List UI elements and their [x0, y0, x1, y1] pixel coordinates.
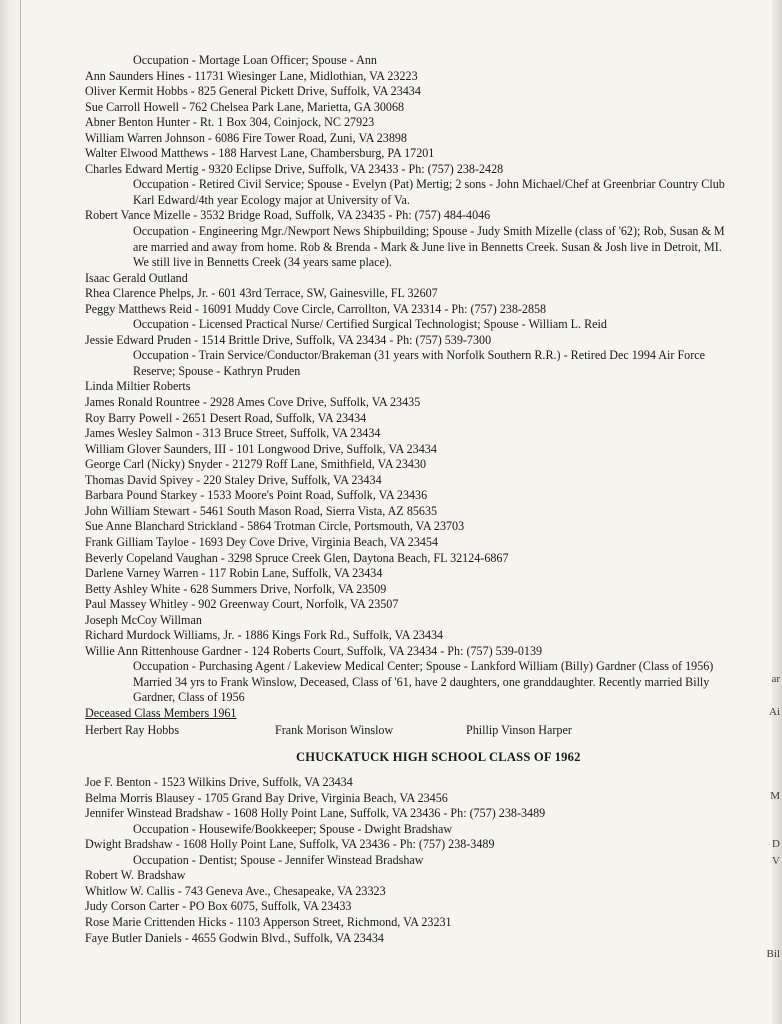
edge-fragment: V	[772, 855, 780, 867]
entry-detail-line: Occupation - Licensed Practical Nurse/ Certified Surgical Technologist; Spouse - William L. Reid	[133, 317, 607, 332]
entry-name-line: Dwight Bradshaw - 1608 Holly Point Lane, Suffolk, VA 23436 - Ph: (757) 238-3489	[85, 837, 495, 852]
class-1962-list	[85, 775, 780, 946]
entry-detail-line: Occupation - Purchasing Agent / Lakeview Medical Center; Spouse - Lankford William (Billy) Gardner (Class of 1956)	[133, 659, 714, 674]
entry-name-line: Roy Barry Powell - 2651 Desert Road, Suffolk, VA 23434	[85, 410, 367, 425]
entry-name-line: Belma Morris Blausey - 1705 Grand Bay Drive, Virginia Beach, VA 23456	[85, 790, 448, 805]
entry-name-line: Charles Edward Mertig - 9320 Eclipse Drive, Suffolk, VA 23433 - Ph: (757) 238-2428	[85, 161, 504, 176]
edge-fragment: Ai	[769, 706, 780, 718]
entry-name-line: William Warren Johnson - 6086 Fire Tower Road, Zuni, VA 23898	[85, 130, 407, 145]
entry-name-line: Robert W. Bradshaw	[85, 868, 186, 883]
entry-name-line: Frank Gilliam Tayloe - 1693 Dey Cove Drive, Virginia Beach, VA 23454	[85, 534, 439, 549]
entry-name-line: Faye Butler Daniels - 4655 Godwin Blvd., Suffolk, VA 23434	[85, 930, 384, 945]
deceased-names-row	[85, 723, 780, 741]
entry-detail-line: Married 34 yrs to Frank Winslow, Deceased, Class of '61, have 2 daughters, one granddaughter. Recently married Billy	[133, 674, 710, 689]
entry-name-line: Isaac Gerald Outland	[85, 270, 188, 285]
entry-name-line: Beverly Copeland Vaughan - 3298 Spruce Creek Glen, Daytona Beach, FL 32124-6867	[85, 550, 509, 565]
entry-name-line: Abner Benton Hunter - Rt. 1 Box 304, Coinjock, NC 27923	[85, 115, 375, 130]
entry-name-line: Richard Murdock Williams, Jr. - 1886 Kings Fork Rd., Suffolk, VA 23434	[85, 628, 444, 643]
class-1961-list	[85, 53, 780, 706]
document-page	[85, 53, 780, 946]
deceased-name: Herbert Ray Hobbs	[85, 722, 180, 737]
entry-detail-line: are married and away from home. Rob & Brenda - Mark & June live in Bennetts Creek. Susan & Josh live in Detroit, MI.	[133, 239, 722, 254]
entry-name-line: Whitlow W. Callis - 743 Geneva Ave., Chesapeake, VA 23323	[85, 883, 386, 898]
entry-name-line: Robert Vance Mizelle - 3532 Bridge Road, Suffolk, VA 23435 - Ph: (757) 484-4046	[85, 208, 491, 223]
entry-name-line: Joseph McCoy Willman	[85, 612, 202, 627]
entry-name-line: Linda Miltier Roberts	[85, 379, 191, 394]
edge-fragment: D	[772, 838, 780, 850]
entry-name-line: Peggy Matthews Reid - 16091 Muddy Cove Circle, Carrollton, VA 23314 - Ph: (757) 238-2858	[85, 301, 547, 316]
entry-detail-line: Gardner, Class of 1956	[133, 690, 245, 705]
entry-name-line: Rhea Clarence Phelps, Jr. - 601 43rd Terrace, SW, Gainesville, FL 32607	[85, 286, 438, 301]
entry-name-line: James Ronald Rountree - 2928 Ames Cove Drive, Suffolk, VA 23435	[85, 395, 421, 410]
entry-name-line: Jennifer Winstead Bradshaw - 1608 Holly Point Lane, Suffolk, VA 23436 - Ph: (757) 238-3489	[85, 806, 546, 821]
deceased-name: Phillip Vinson Harper	[466, 722, 572, 737]
entry-name-line: Willie Ann Rittenhouse Gardner - 124 Roberts Court, Suffolk, VA 23434 - Ph: (757) 539-0139	[85, 643, 543, 658]
entry-name-line: Jessie Edward Pruden - 1514 Brittle Drive, Suffolk, VA 23434 - Ph: (757) 539-7300	[85, 332, 492, 347]
edge-fragment: ar	[771, 673, 780, 685]
class-1962-heading: CHUCKATUCK HIGH SCHOOL CLASS OF 1962	[296, 749, 581, 764]
entry-name-line: Thomas David Spivey - 220 Staley Drive, Suffolk, VA 23434	[85, 472, 382, 487]
entry-name-line: William Glover Saunders, III - 101 Longwood Drive, Suffolk, VA 23434	[85, 441, 437, 456]
entry-name-line: Betty Ashley White - 628 Summers Drive, Norfolk, VA 23509	[85, 581, 387, 596]
entry-name-line: Judy Corson Carter - PO Box 6075, Suffolk, VA 23433	[85, 899, 352, 914]
entry-detail-line: Occupation - Mortage Loan Officer; Spouse - Ann	[133, 53, 377, 67]
entry-name-line: Ann Saunders Hines - 11731 Wiesinger Lane, Midlothian, VA 23223	[85, 68, 418, 83]
deceased-name: Frank Morison Winslow	[275, 722, 394, 737]
entry-name-line: Sue Anne Blanchard Strickland - 5864 Trotman Circle, Portsmouth, VA 23703	[85, 519, 465, 534]
entry-name-line: Joe F. Benton - 1523 Wilkins Drive, Suffolk, VA 23434	[85, 775, 353, 790]
entry-name-line: Oliver Kermit Hobbs - 825 General Pickett Drive, Suffolk, VA 23434	[85, 84, 421, 99]
entry-name-line: Walter Elwood Matthews - 188 Harvest Lane, Chambersburg, PA 17201	[85, 146, 435, 161]
entry-detail-line: Occupation - Housewife/Bookkeeper; Spouse - Dwight Bradshaw	[133, 821, 453, 836]
edge-fragment: Bil	[766, 948, 780, 960]
entry-name-line: James Wesley Salmon - 313 Bruce Street, Suffolk, VA 23434	[85, 426, 381, 441]
entry-name-line: John William Stewart - 5461 South Mason Road, Sierra Vista, AZ 85635	[85, 503, 438, 518]
entry-detail-line: Occupation - Dentist; Spouse - Jennifer Winstead Bradshaw	[133, 852, 424, 867]
entry-name-line: Paul Massey Whitley - 902 Greenway Court, Norfolk, VA 23507	[85, 597, 399, 612]
edge-fragment: M	[770, 790, 780, 802]
entry-detail-line: Occupation - Engineering Mgr./Newport News Shipbuilding; Spouse - Judy Smith Mizelle (class of '62); Rob, Susan & M	[133, 224, 725, 239]
entry-name-line: George Carl (Nicky) Snyder - 21279 Roff Lane, Smithfield, VA 23430	[85, 457, 427, 472]
page-binding-line	[20, 0, 21, 1024]
page-binding-shadow	[0, 0, 26, 1024]
entry-detail-line: We still live in Bennetts Creek (34 years same place).	[133, 255, 392, 270]
entry-detail-line: Karl Edward/4th year Ecology major at University of Va.	[133, 192, 410, 207]
entry-detail-line: Occupation - Train Service/Conductor/Brakeman (31 years with Norfolk Southern R.R.) - Retired Dec 1994 Air Force	[133, 348, 705, 363]
entry-name-line: Rose Marie Crittenden Hicks - 1103 Apperson Street, Richmond, VA 23231	[85, 914, 452, 929]
deceased-heading: Deceased Class Members 1961	[85, 705, 237, 720]
entry-name-line: Darlene Varney Warren - 117 Robin Lane, Suffolk, VA 23434	[85, 566, 383, 581]
entry-name-line: Sue Carroll Howell - 762 Chelsea Park Lane, Marietta, GA 30068	[85, 99, 405, 114]
entry-detail-line: Occupation - Retired Civil Service; Spouse - Evelyn (Pat) Mertig; 2 sons - John Michael/Chef at Greenbriar Country Club	[133, 177, 725, 192]
entry-detail-line: Reserve; Spouse - Kathryn Pruden	[133, 363, 301, 378]
entry-name-line: Barbara Pound Starkey - 1533 Moore's Point Road, Suffolk, VA 23436	[85, 488, 428, 503]
